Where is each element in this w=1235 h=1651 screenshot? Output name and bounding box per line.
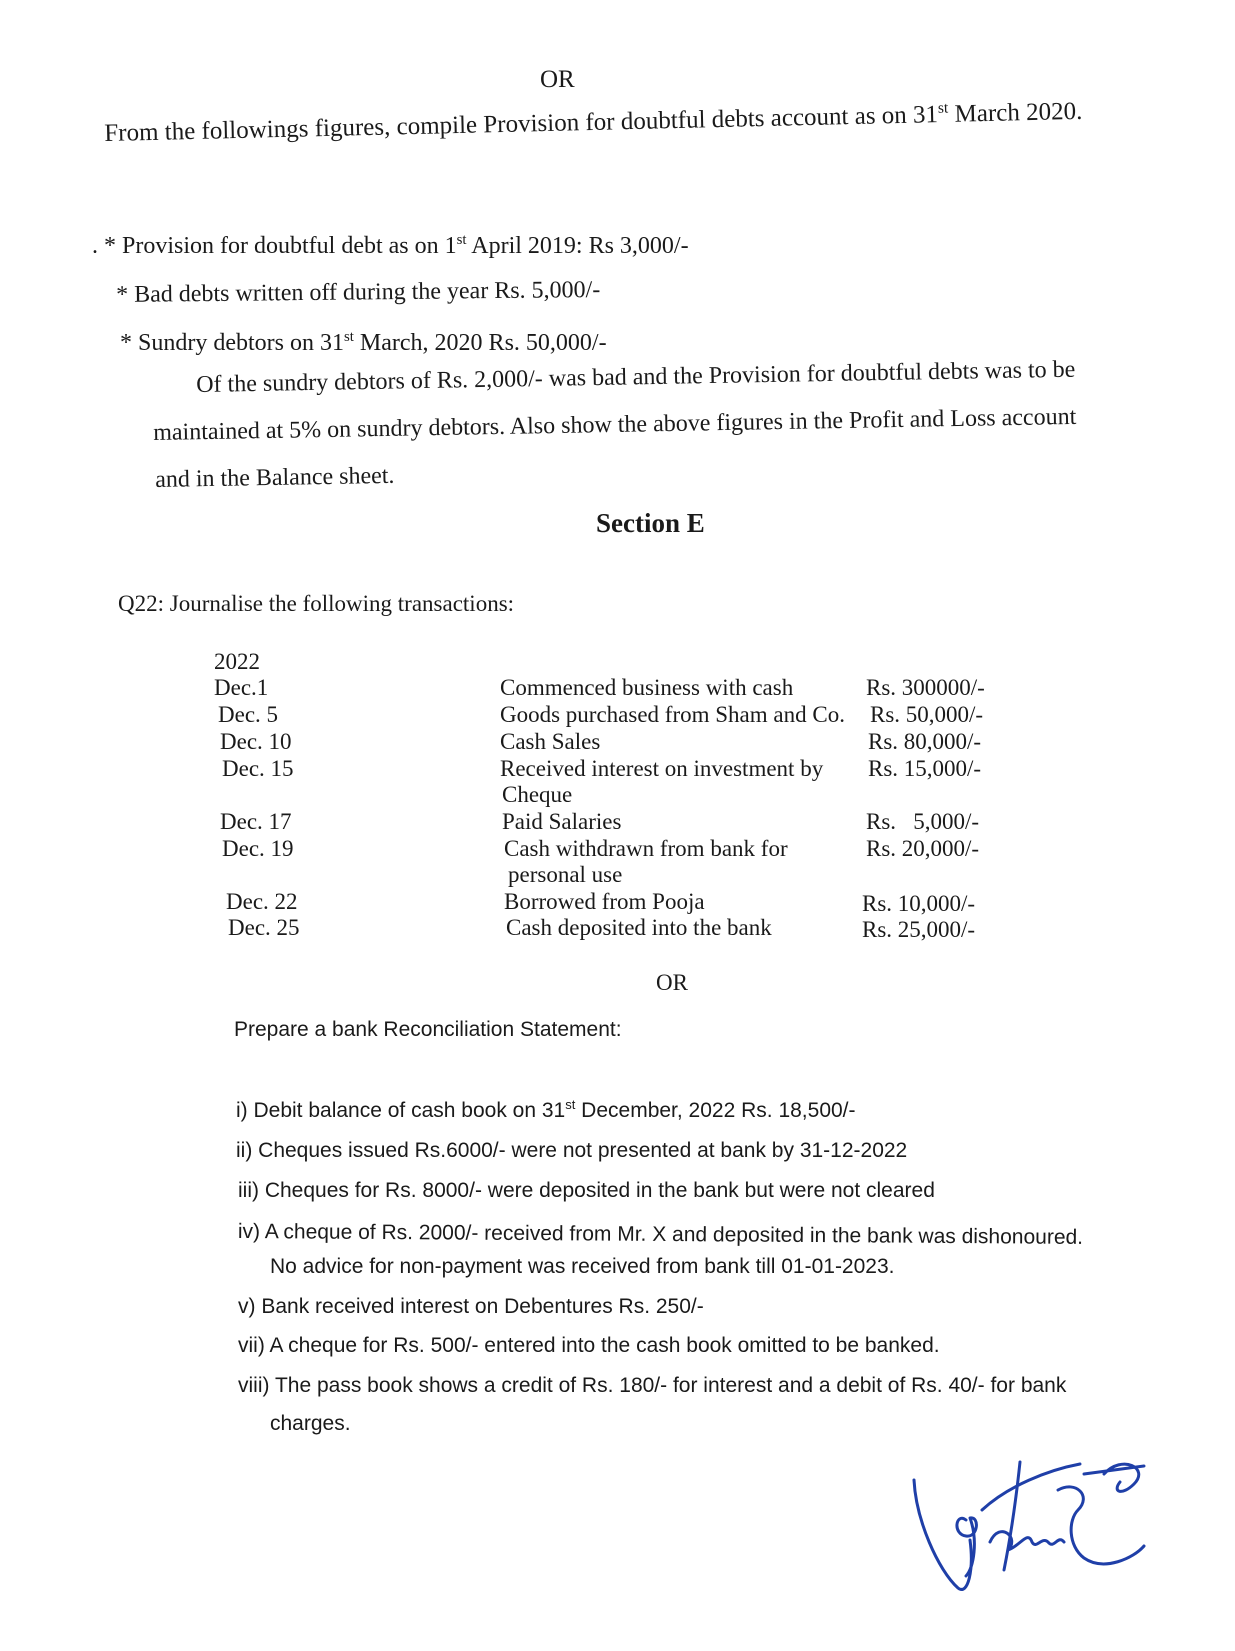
tx-date: Dec. 15 xyxy=(222,756,294,781)
tx-description: Cash Sales xyxy=(500,729,601,754)
brs-item-4: iv) A cheque of Rs. 2000/- received from Mr. X and deposited in the bank was dishonoured. xyxy=(237,1220,1084,1249)
bullet-sundry-debtors xyxy=(120,330,607,357)
tx-description: Commenced business with cash xyxy=(500,675,794,700)
signature-stroke xyxy=(957,1518,976,1576)
bullet-bad-debts xyxy=(116,277,600,309)
or-separator-middle: OR xyxy=(656,970,688,995)
intro-question xyxy=(104,98,1083,148)
brs-item-1 xyxy=(236,1099,856,1123)
tx-description: Goods purchased from Sham and Co. xyxy=(500,702,845,727)
bullet-sup: st xyxy=(456,232,467,248)
tx-description: Cash withdrawn from bank for xyxy=(504,836,788,861)
brs-item-sup: st xyxy=(565,1097,576,1112)
bullet-text-end: April 2019: Rs 3,000/- xyxy=(466,233,689,259)
tx-description: Paid Salaries xyxy=(502,809,622,834)
signature-stroke xyxy=(982,1462,1080,1570)
tx-amount: Rs. 15,000/- xyxy=(868,756,982,781)
brs-item-8-continued: charges. xyxy=(270,1412,351,1435)
tx-date: Dec.1 xyxy=(214,675,269,700)
bullet-text: . * Provision for doubtful debt as on 1 xyxy=(92,233,457,259)
tx-date: Dec. 10 xyxy=(220,729,292,754)
bullet-opening-provision xyxy=(92,233,689,260)
tx-description: Cash deposited into the bank xyxy=(506,915,772,940)
intro-text: From the followings figures, compile Provision for doubtful debts account as on 31 xyxy=(104,101,939,147)
tx-description-cont: Cheque xyxy=(502,782,573,807)
tx-date: Dec. 17 xyxy=(220,809,292,834)
brs-item-text: i) Debit balance of cash book on 31 xyxy=(236,1099,566,1122)
brs-item-7: vii) A cheque for Rs. 500/- entered into the cash book omitted to be banked. xyxy=(238,1334,940,1357)
paragraph-line-3: and in the Balance sheet. xyxy=(155,462,395,493)
section-title: Section E xyxy=(596,508,705,538)
tx-description: Received interest on investment by xyxy=(500,756,824,781)
paragraph-line-1: Of the sundry debtors of Rs. 2,000/- was bad and the Provision for doubtful debts was to be xyxy=(196,356,1076,398)
signature-stroke xyxy=(1058,1487,1144,1564)
brs-item-8: viii) The pass book shows a credit of Rs. 180/- for interest and a debit of Rs. 40/- for bank xyxy=(238,1374,1067,1397)
bullet-text: * Bad debts written off during the year Rs. 5,000/- xyxy=(116,276,601,308)
brs-item-3: iii) Cheques for Rs. 8000/- were deposited in the bank but were not cleared xyxy=(238,1179,935,1202)
brs-item-5: v) Bank received interest on Debentures Rs. 250/- xyxy=(238,1295,704,1318)
handwritten-signature xyxy=(908,1450,1148,1600)
bullet-text-end: March, 2020 Rs. 50,000/- xyxy=(353,330,607,356)
transactions-year: 2022 xyxy=(214,649,260,674)
intro-sup: st xyxy=(937,99,949,117)
tx-description: Borrowed from Pooja xyxy=(504,889,705,914)
tx-date: Dec. 22 xyxy=(226,889,298,914)
tx-amount: Rs. 5,000/- xyxy=(866,809,980,834)
brs-item-2: ii) Cheques issued Rs.6000/- were not presented at bank by 31-12-2022 xyxy=(236,1139,908,1162)
tx-amount: Rs. 300000/- xyxy=(866,675,985,700)
tx-amount: Rs. 50,000/- xyxy=(870,702,984,727)
question-22-title: Q22: Journalise the following transactions: xyxy=(118,591,515,616)
tx-amount: Rs. 80,000/- xyxy=(868,729,982,754)
tx-amount: Rs. 25,000/- xyxy=(862,917,976,942)
signature-stroke xyxy=(1084,1464,1144,1491)
bullet-sup: st xyxy=(344,329,354,345)
bullet-text: * Sundry debtors on 31 xyxy=(120,330,344,356)
tx-date: Dec. 19 xyxy=(222,836,294,861)
brs-item-text-end: December, 2022 Rs. 18,500/- xyxy=(575,1099,856,1122)
intro-text-end: March 2020. xyxy=(948,97,1083,128)
paragraph-line-2: maintained at 5% on sundry debtors. Also show the above figures in the Profit and Loss account xyxy=(153,403,1077,446)
signature-stroke xyxy=(990,1532,1064,1550)
tx-description-cont: personal use xyxy=(508,862,623,887)
tx-amount: Rs. 20,000/- xyxy=(866,836,980,861)
tx-date: Dec. 5 xyxy=(218,702,279,727)
brs-title: Prepare a bank Reconciliation Statement: xyxy=(234,1018,622,1041)
tx-date: Dec. 25 xyxy=(228,915,300,940)
brs-item-4-continued: No advice for non-payment was received from bank till 01-01-2023. xyxy=(270,1255,895,1278)
or-separator-top: OR xyxy=(540,66,575,93)
tx-amount: Rs. 10,000/- xyxy=(862,891,976,916)
